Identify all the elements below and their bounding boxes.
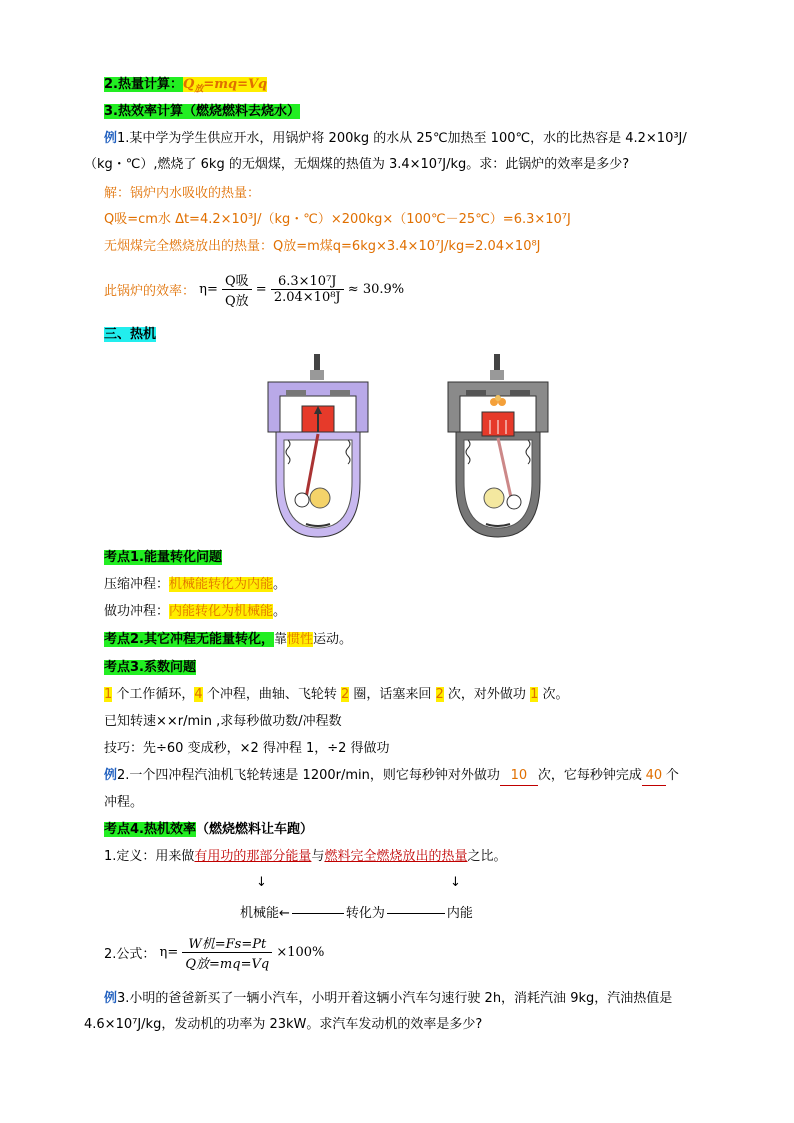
example1-line1: 例1.某中学为学生供应开水，用锅炉将 200kg 的水从 25℃加热至 100℃，水的比热容是 4.2×10³J/: [104, 131, 687, 146]
down-arrow-left-icon: ↓: [256, 875, 267, 890]
solution-label: 解：锅炉内水吸收的热量：: [104, 186, 261, 201]
cycle-relation-line: 1 个工作循环，4 个冲程，曲轴、飞轮转 2 圈，话塞来回 2 次，对外做功 1 次。: [104, 687, 569, 702]
efficiency-label: 3.热效率计算（燃烧燃料去烧水）: [104, 104, 300, 119]
efficiency-fraction-symbolic: $\frac{\text{Q吸}}{\text{Q放}}$: [222, 270, 252, 309]
heat-released-line: 无烟煤完全燃烧放出的热量：Q放=m煤q=6kg×3.4×10⁷J/kg=2.04×10⁸J: [104, 239, 541, 254]
efficiency-line: 此锅炉的效率： η= $\frac{\text{Q吸}}{\text{Q放}}$ = $\frac{\text{6.3×10⁷J}}{\text{2.04×10⁸J}}$ ≈ 30.9%: [104, 270, 404, 309]
part3-title: 三、热机: [104, 327, 157, 342]
heat-absorbed-line: Q吸=cm水 Δt=4.2×10³J/（kg・℃）×200kg×（100℃－25℃）=6.3×10⁷J: [104, 212, 571, 227]
keypoint3-heading: 考点3.系数问题: [104, 660, 196, 675]
efficiency-heading: [104, 103, 300, 121]
power-stroke-line: 做功冲程：内能转化为机械能。: [104, 604, 287, 619]
energy-conversion-line: 机械能← 转化为 内能: [240, 906, 473, 921]
example2-line2: 冲程。: [104, 795, 144, 810]
example1-line2: （kg・℃）,燃烧了 6kg 的无烟煤，无烟煤的热值为 3.4×10⁷J/kg。求：此锅炉的效率是多少?: [84, 157, 630, 172]
engine-efficiency-fraction: $\frac{\text{W机=Fs=Pt}}{\text{Q放=mq=Vq}}$: [182, 933, 272, 972]
efficiency-fraction-numeric: $\frac{\text{6.3×10⁷J}}{\text{2.04×10⁸J}}$: [271, 274, 344, 305]
answer-blank-1[interactable]: 10: [500, 767, 538, 786]
keypoint4-heading: 考点4.热机效率（燃烧燃料让车跑）: [104, 822, 314, 837]
example3-line1: 例3.小明的爸爸新买了一辆小汽车，小明开着这辆小汽车匀速行驶 2h，消耗汽油 9kg，汽油热值是: [104, 991, 673, 1006]
heat-calc-label: 2.热量计算：: [104, 77, 183, 92]
heat-calc-heading: [104, 76, 267, 99]
compression-stroke-engine-image: [262, 352, 374, 542]
speed-question-line: 已知转速××r/min ,求每秒做功数/冲程数: [104, 714, 342, 729]
keypoint1-heading: 考点1.能量转化问题: [104, 550, 222, 565]
keypoint2-line: 考点2.其它冲程无能量转化，靠惯性运动。: [104, 632, 353, 647]
heat-calc-formula: $Q_放=mq=Vq$: [182, 77, 268, 95]
compression-stroke-line: 压缩冲程：机械能转化为内能。: [104, 577, 287, 592]
example2-line1: 例2.一个四冲程汽油机飞轮转速是 1200r/min，则它每秒钟对外做功 10 次，它每秒钟完成 40 个: [104, 767, 679, 786]
efficiency-formula-line: 2.公式： η= $\frac{\text{W机=Fs=Pt}}{\text{Q放=mq=Vq}}$ ×100%: [104, 933, 324, 972]
answer-blank-2[interactable]: 40: [642, 767, 666, 786]
down-arrow-right-icon: ↓: [450, 875, 461, 890]
example3-line2: 4.6×10⁷J/kg，发动机的功率为 23kW。求汽车发动机的效率是多少?: [84, 1017, 483, 1032]
tip-line: 技巧：先÷60 变成秒，×2 得冲程 1，÷2 得做功: [104, 741, 390, 756]
definition-line: 1.定义：用来做有用功的那部分能量与燃料完全燃烧放出的热量之比。: [104, 849, 507, 864]
power-stroke-engine-image: [442, 352, 554, 542]
